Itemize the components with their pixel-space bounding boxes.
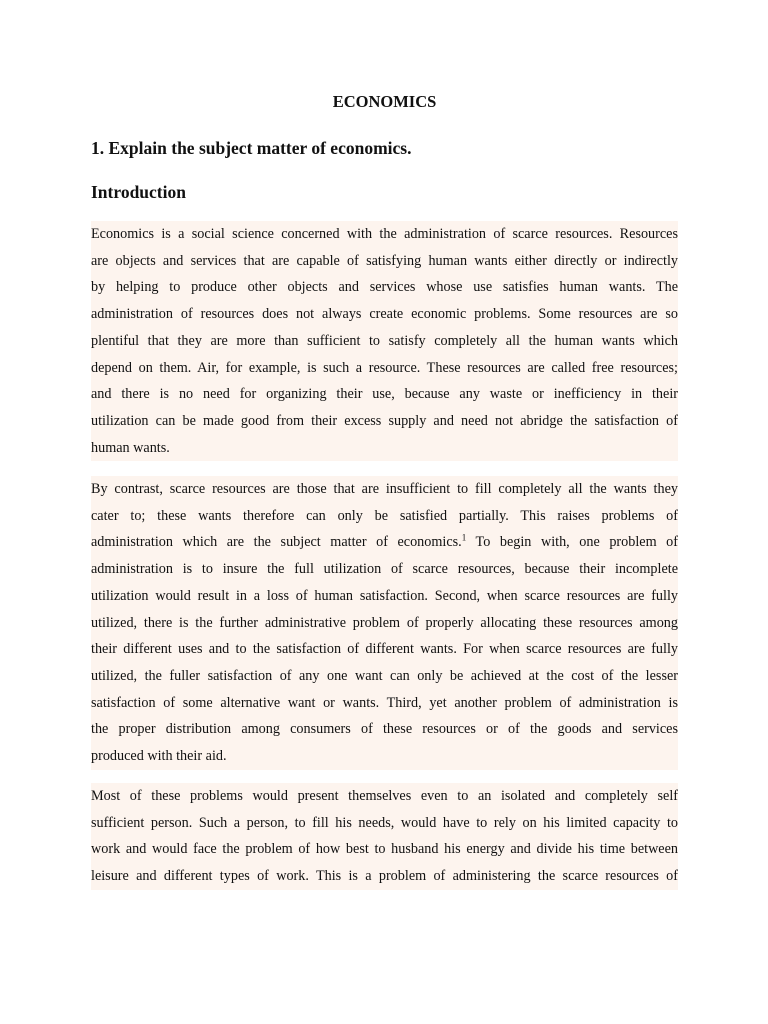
footnote-marker[interactable]: 1 <box>461 532 467 543</box>
section-heading-introduction: Introduction <box>91 182 186 202</box>
paragraph-3 <box>91 783 678 890</box>
paragraph-line: and there is no need for organizing their use, because any waste or inefficiency in their <box>91 381 678 408</box>
paragraph-line: produced with their aid. <box>91 743 678 770</box>
document-title: ECONOMICS <box>332 92 437 111</box>
paragraph-line: utilization would result in a loss of human satisfaction. Second, when scarce resources are fully <box>91 583 678 610</box>
paragraph-line-with-footnote <box>91 529 678 556</box>
paragraph-line: administration is to insure the full utilization of scarce resources, because their incomplete <box>91 556 678 583</box>
paragraph-line: utilization can be made good from their excess supply and need not abridge the satisfaction of <box>91 408 678 435</box>
paragraph-line: satisfaction of some alternative want or wants. Third, yet another problem of administration is <box>91 690 678 717</box>
paragraph-line: sufficient person. Such a person, to fill his needs, would have to rely on his limited capacity to <box>91 810 678 837</box>
paragraph-line: cater to; these wants therefore can only be satisfied partially. This raises problems of <box>91 503 678 530</box>
paragraph-line: their different uses and to the satisfaction of different wants. For when scarce resources are fully <box>91 636 678 663</box>
paragraph-line: Economics is a social science concerned with the administration of scarce resources. Resources <box>91 221 678 248</box>
paragraph-line: utilized, there is the further administrative problem of properly allocating these resources among <box>91 610 678 637</box>
paragraph-line: By contrast, scarce resources are those that are insufficient to fill completely all the wants they <box>91 476 678 503</box>
paragraph-line: the proper distribution among consumers of these resources or of the goods and services <box>91 716 678 743</box>
paragraph-2 <box>91 476 678 770</box>
paragraph-line: plentiful that they are more than sufficient to satisfy completely all the human wants which <box>91 328 678 355</box>
paragraph-1 <box>91 221 678 461</box>
paragraph-line: utilized, the fuller satisfaction of any one want can only be achieved at the cost of the lesser <box>91 663 678 690</box>
paragraph-line: depend on them. Air, for example, is such a resource. These resources are called free resources; <box>91 355 678 382</box>
paragraph-line: human wants. <box>91 435 678 462</box>
paragraph-line: are objects and services that are capable of satisfying human wants either directly or indirectly <box>91 248 678 275</box>
paragraph-line-text: administration which are the subject matter of economics. <box>91 534 462 551</box>
paragraph-line: Most of these problems would present themselves even to an isolated and completely self <box>91 783 678 810</box>
paragraph-line: by helping to produce other objects and services whose use satisfies human wants. The <box>91 274 678 301</box>
paragraph-line: leisure and different types of work. This is a problem of administering the scarce resources of <box>91 863 678 890</box>
question-heading: 1. Explain the subject matter of economics. <box>91 138 412 158</box>
paragraph-line: work and would face the problem of how best to husband his energy and divide his time between <box>91 836 678 863</box>
paragraph-line-continuation: To begin with, one problem of <box>466 534 679 551</box>
paragraph-line: administration of resources does not always create economic problems. Some resources are so <box>91 301 678 328</box>
